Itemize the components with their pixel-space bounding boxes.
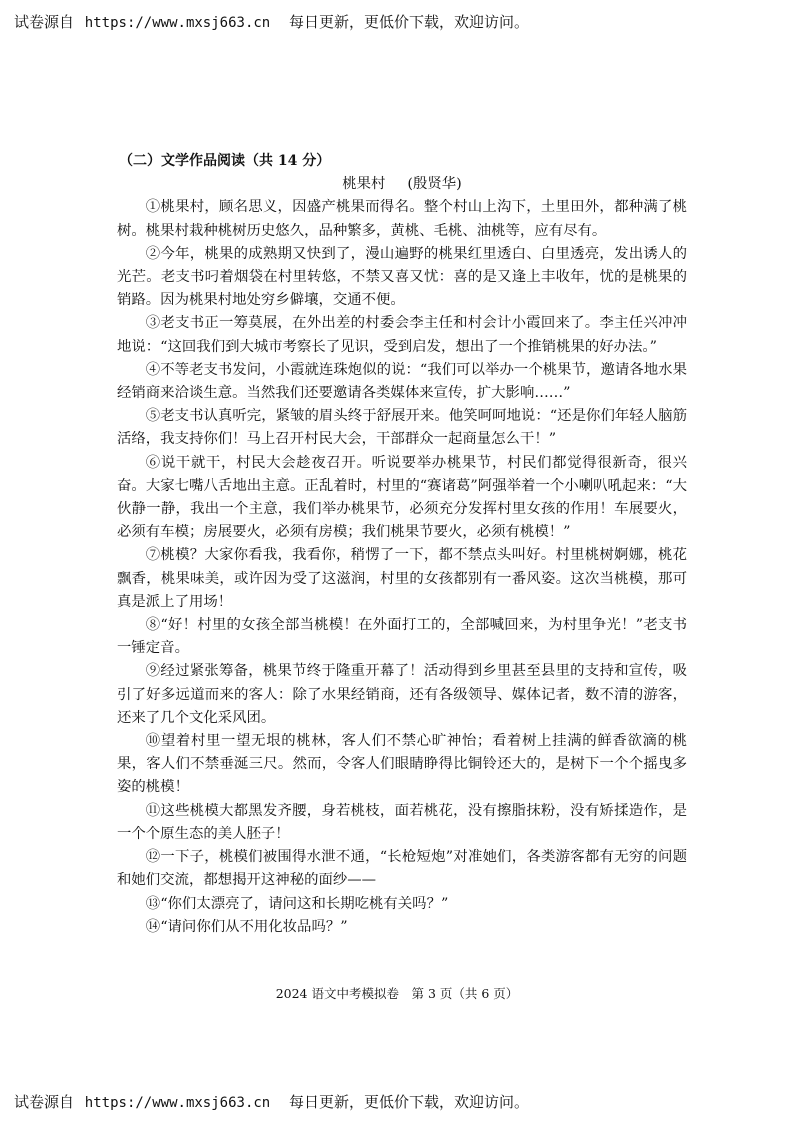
paragraph-12: ⑫一下子，桃模们被围得水泄不通，“长枪短炮”对准她们，各类游客都有无穷的问题和她们交流，都想揭开这神秘的面纱—— [117, 849, 687, 889]
paragraph-10: ⑩望着村里一望无垠的桃林，客人们不禁心旷神怡；看着树上挂满的鲜香欲滴的桃果，客人们不禁垂涎三尺。然而，令客人们眼睛睁得比铜铃还大的，是树下一个个摇曳多姿的桃模！ [117, 733, 687, 796]
banner-url[interactable]: https://www.mxsj663.cn [84, 1095, 271, 1111]
paragraph-8: ⑧“好！村里的女孩全部当桃模！在外面打工的，全部喊回来，为村里争光！”老支书一锤定音。 [117, 617, 687, 657]
top-banner [14, 13, 529, 32]
paragraph-7: ⑦桃模？大家你看我，我看你，稍愣了一下，都不禁点头叫好。村里桃树婀娜，桃花飘香，桃果味美，或许因为受了这滋润，村里的女孩都别有一番风姿。这次当桃模，那可真是派上了用场！ [117, 547, 687, 610]
banner-source: 试卷源自 [14, 13, 75, 31]
paragraph-9: ⑨经过紧张筹备，桃果节终于隆重开幕了！活动得到乡里甚至县里的支持和宣传，吸引了好多远道而来的客人：除了水果经销商，还有各级领导、媒体记者，数不清的游客，还来了几个文化采风团。 [117, 663, 687, 726]
paragraph-3: ③老支书正一筹莫展，在外出差的村委会李主任和村会计小霞回来了。李主任兴冲冲地说：“这回我们到大城市考察长了见识，受到启发，想出了一个推销桃果的好办法。” [117, 315, 687, 355]
paragraph-1: ①桃果村，顾名思义，因盛产桃果而得名。整个村山上沟下，土里田外，都种满了桃树。桃果村栽种桃树历史悠久，品种繁多，黄桃、毛桃、油桃等，应有尽有。 [117, 199, 687, 239]
banner-url[interactable]: https://www.mxsj663.cn [84, 15, 271, 31]
paragraph-11: ⑪这些桃模大都黑发齐腰，身若桃枝，面若桃花，没有擦脂抹粉，没有矫揉造作，是一个个原生态的美人胚子！ [117, 802, 687, 842]
paragraph-6: ⑥说干就干，村民大会趁夜召开。听说要举办桃果节，村民们都觉得很新奇，很兴奋。大家七嘴八舌地出主意。正乱着时，村里的“赛诸葛”阿强举着一个小喇叭吼起来：“大伙静一静，我出一个主意，我们举办桃果节，必须充分发挥村里女孩的作用！车展要火，必须有车模；房展要火，必须有房模；我们桃果节要火，必须有桃模！” [117, 454, 687, 541]
paragraph-5: ⑤老支书认真听完，紧皱的眉头终于舒展开来。他笑呵呵地说：“还是你们年轻人脑筋活络，我支持你们！马上召开村民大会，干部群众一起商量怎么干！” [117, 408, 687, 448]
page-footer: 2024 语文中考模拟卷 第 3 页（共 6 页） [275, 986, 519, 1001]
paragraph-14: ⑭“请问你们从不用化妆品吗？” [145, 918, 348, 935]
article-heading [117, 173, 687, 196]
banner-tagline: 每日更新，更低价下载，欢迎访问。 [289, 1093, 530, 1111]
article-title: 桃果村 [342, 176, 386, 193]
article-author: (殷贤华) [407, 176, 462, 193]
paragraph-4: ④不等老支书发问，小霞就连珠炮似的说：“我们可以举办一个桃果节，邀请各地水果经销商来洽谈生意。当然我们还要邀请各类媒体来宣传，扩大影响……” [117, 361, 687, 402]
paragraph-13: ⑬“你们太漂亮了，请问这和长期吃桃有关吗？” [145, 895, 449, 912]
bottom-banner [14, 1093, 529, 1112]
reading-section [117, 150, 687, 939]
paragraph-2: ②今年，桃果的成熟期又快到了，漫山遍野的桃果红里透白、白里透亮，发出诱人的光芒。老支书叼着烟袋在村里转悠，不禁又喜又忧：喜的是又逢上丰收年，忧的是桃果的销路。因为桃果村地处穷乡僻壤，交通不便。 [117, 245, 687, 309]
banner-tagline: 每日更新，更低价下载，欢迎访问。 [289, 13, 530, 31]
section-title: （二）文学作品阅读（共 14 分） [119, 153, 331, 169]
banner-source: 试卷源自 [14, 1093, 75, 1111]
